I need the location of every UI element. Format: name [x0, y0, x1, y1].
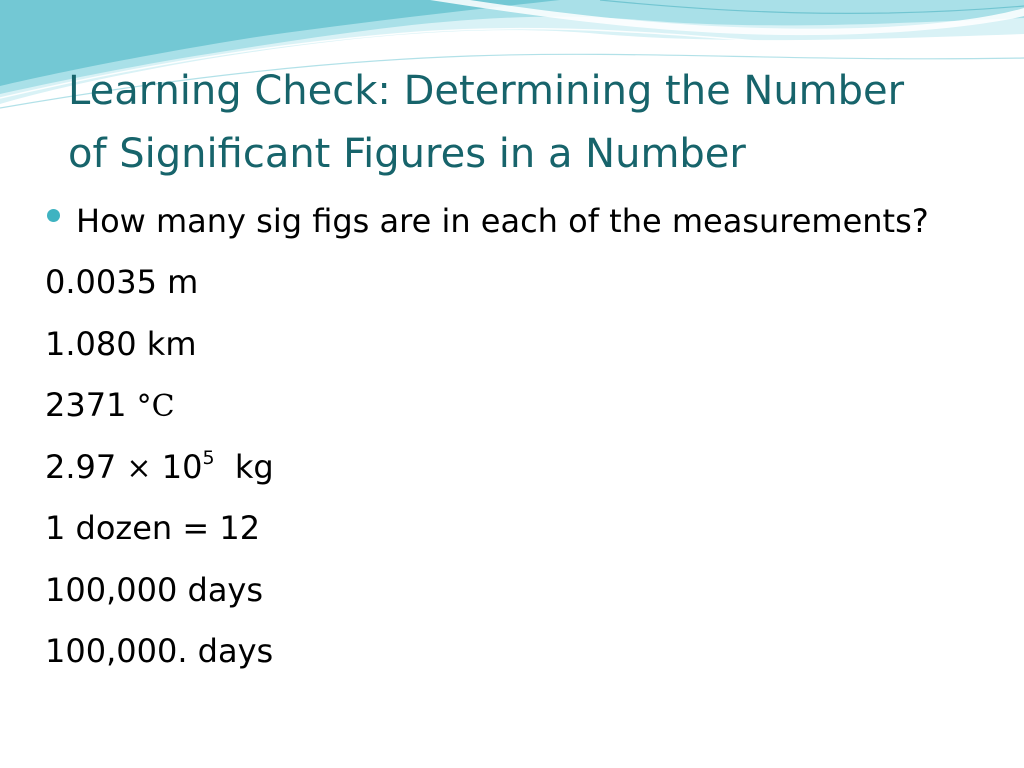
- question-bullet: [47, 191, 929, 251]
- measurement-text: 100,000 days: [45, 570, 264, 609]
- measurement-text: 1 dozen = 12: [45, 509, 261, 547]
- bullet-icon: [47, 209, 60, 222]
- measurement-value: 2371: [45, 386, 127, 424]
- measurement-item: [45, 437, 274, 499]
- measurement-list: [45, 252, 274, 683]
- slide-title: [68, 60, 968, 186]
- measurement-text: 0.0035 m: [45, 263, 199, 301]
- measurement-text: 100,000. days: [45, 632, 274, 670]
- measurement-text: 1.080 km: [45, 324, 197, 363]
- measurement-item: [45, 498, 274, 560]
- measurement-item: [45, 621, 274, 683]
- measurement-item: [45, 375, 274, 437]
- measurement-unit: °C: [136, 389, 175, 424]
- title-line-1: Learning Check: Determining the Number: [68, 68, 905, 114]
- measurement-exponent: 5: [202, 446, 215, 469]
- measurement-unit: kg: [234, 447, 274, 486]
- title-line-2: of Significant Figures in a Number: [68, 131, 746, 177]
- measurement-item: [45, 252, 274, 314]
- measurement-mantissa: 2.97: [45, 447, 117, 486]
- measurement-item: [45, 560, 274, 622]
- question-text: How many sig figs are in each of the measurements?: [76, 202, 929, 240]
- times-symbol: ×: [126, 450, 152, 486]
- measurement-base: 10: [161, 447, 203, 486]
- measurement-item: [45, 314, 274, 376]
